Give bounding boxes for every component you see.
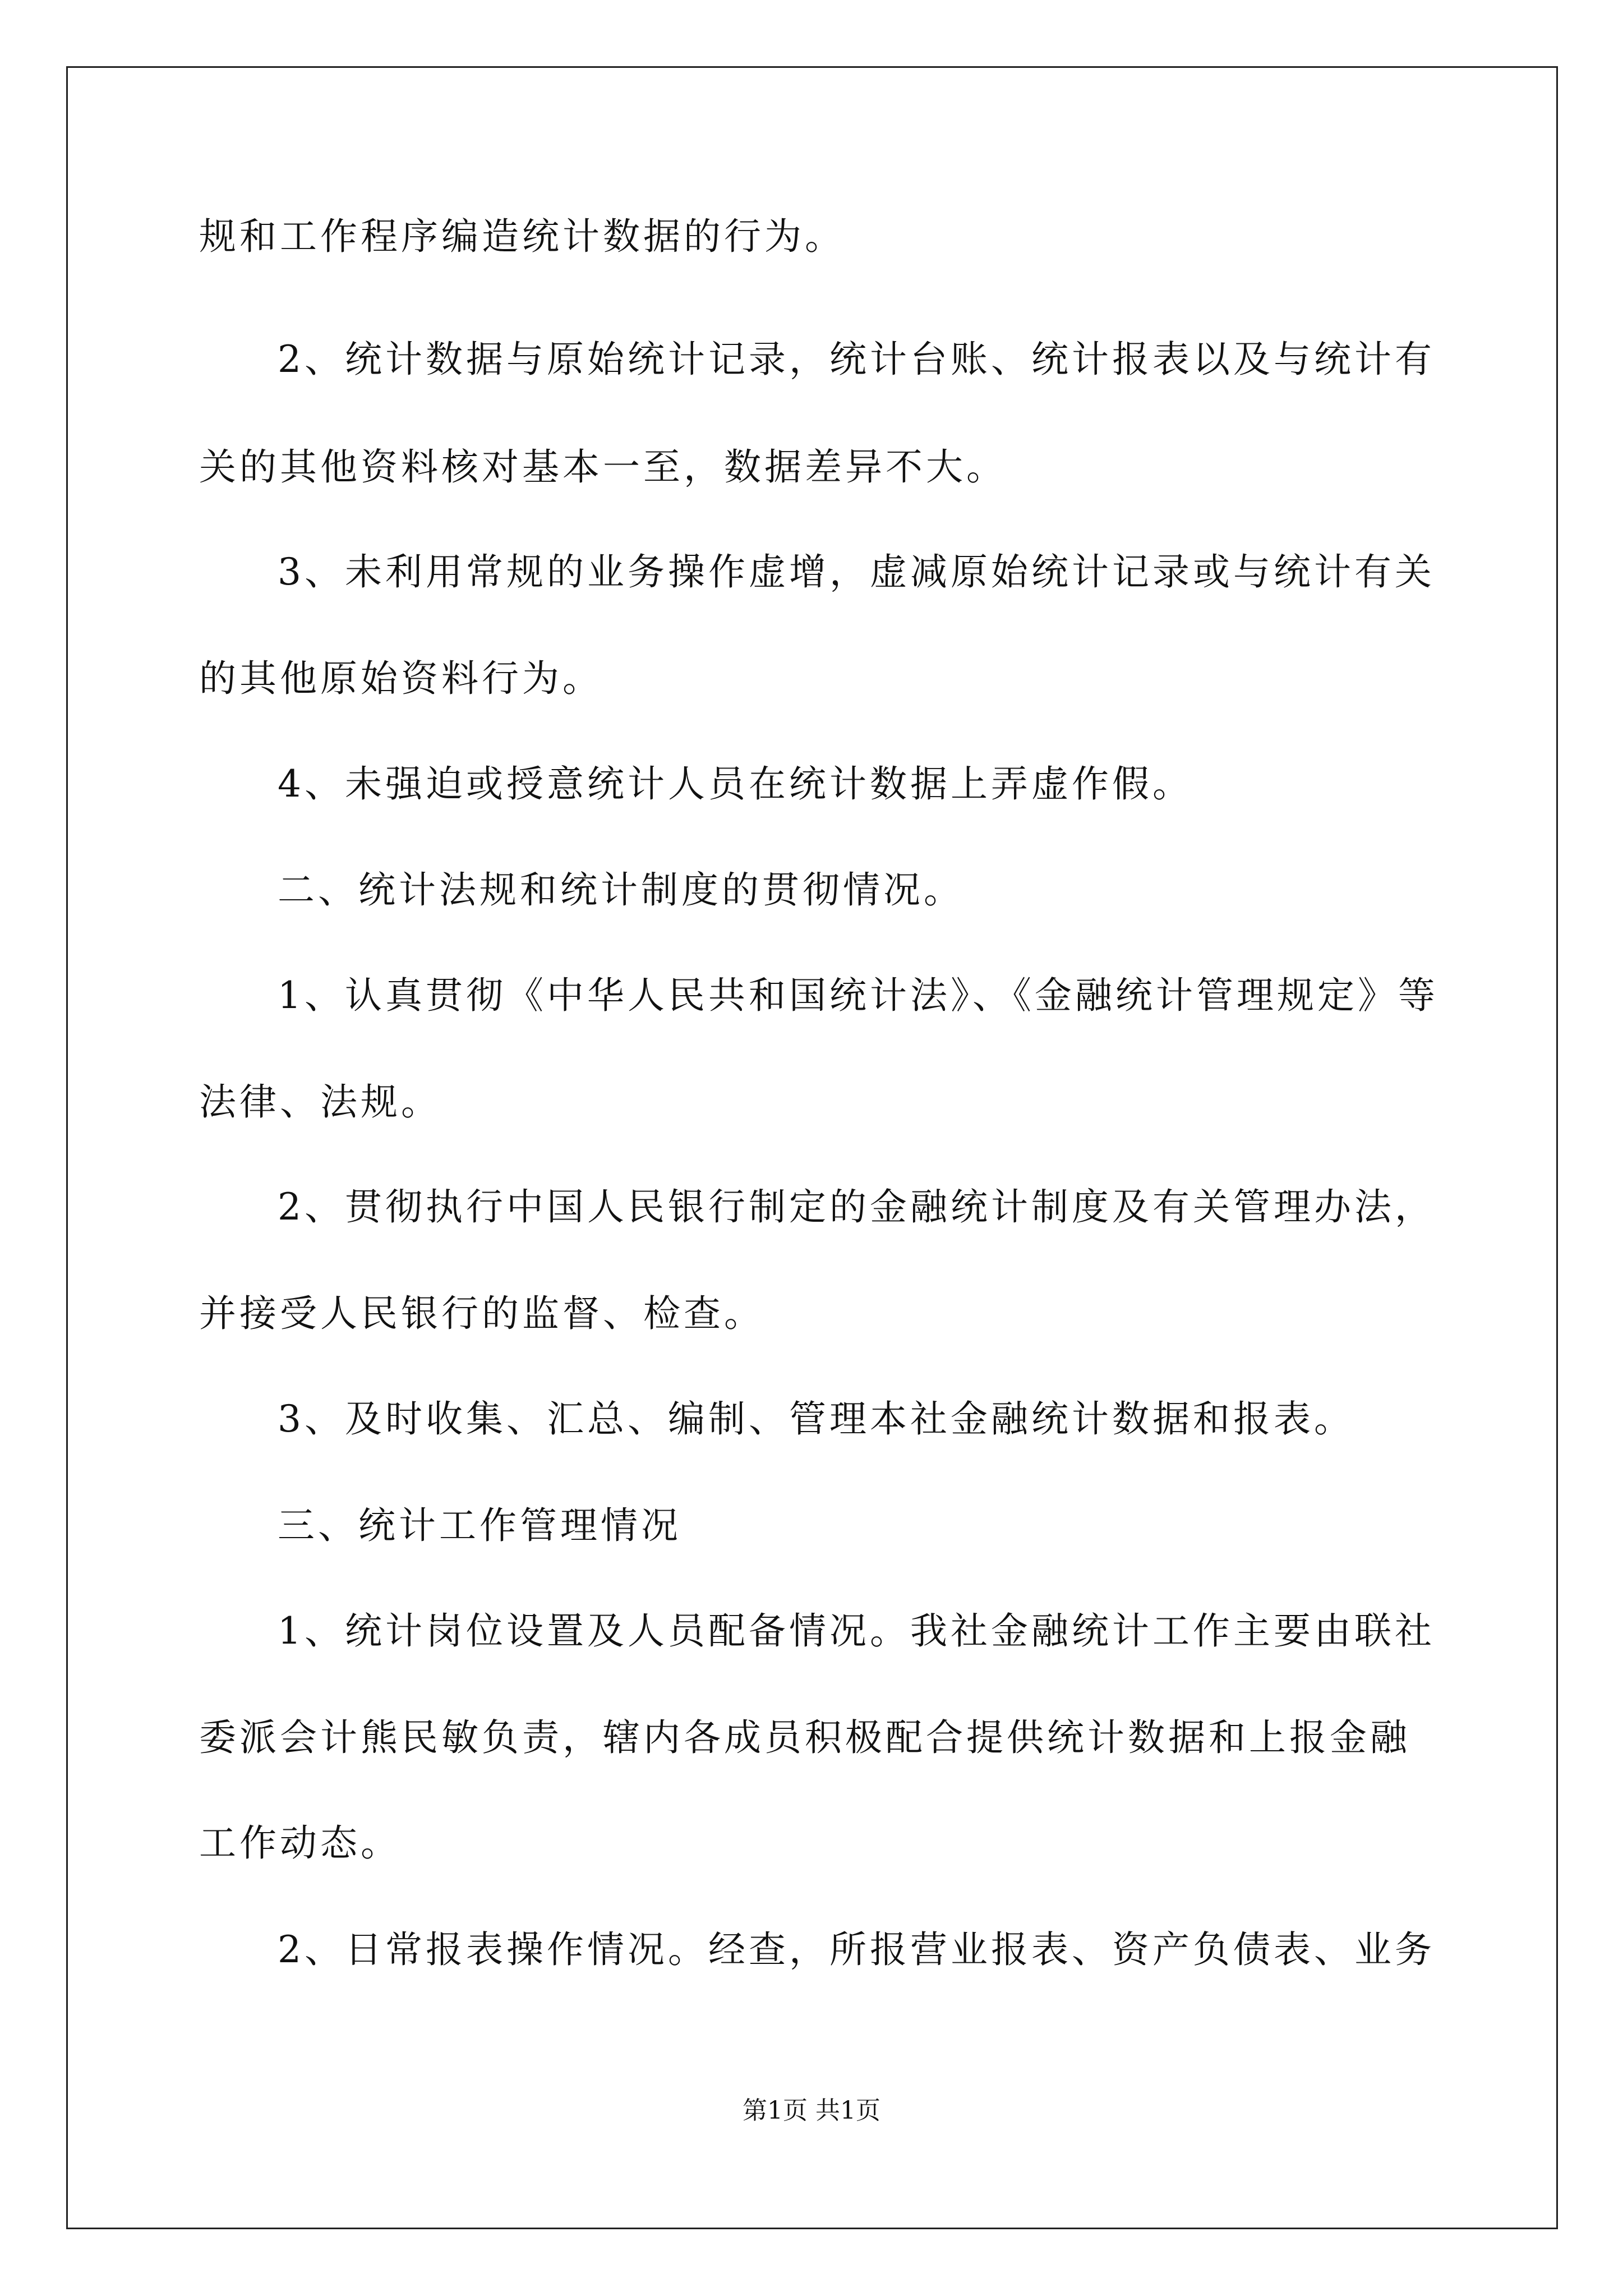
paragraph-line: 委派会计熊民敏负责，辖内各成员积极配合提供统计数据和上报金融 [199,1716,1410,1759]
paragraph-line: 3、未利用常规的业务操作虚增，虚减原始统计记录或与统计有关 [278,550,1435,593]
section-heading: 二、统计法规和统计制度的贯彻情况。 [278,868,964,912]
paragraph-line: 规和工作程序编造统计数据的行为。 [199,215,845,258]
paragraph-line: 2、贯彻执行中国人民银行制定的金融统计制度及有关管理办法， [278,1185,1435,1228]
page-number-footer: 第1页 共1页 [743,2096,880,2125]
paragraph-line: 并接受人民银行的监督、检查。 [199,1292,764,1335]
paragraph-line: 2、统计数据与原始统计记录，统计台账、统计报表以及与统计有 [278,338,1435,381]
paragraph-line: 4、未强迫或授意统计人员在统计数据上弄虚作假。 [278,762,1193,806]
paragraph-line: 的其他原始资料行为。 [199,657,603,700]
paragraph-line: 关的其他资料核对基本一至，数据差异不大。 [199,445,1007,489]
paragraph-line: 2、日常报表操作情况。经查，所报营业报表、资产负债表、业务 [278,1928,1435,1971]
section-heading: 三、统计工作管理情况 [278,1504,681,1547]
paragraph-line: 3、及时收集、汇总、编制、管理本社金融统计数据和报表。 [278,1397,1354,1441]
paragraph-line: 1、认真贯彻《中华人民共和国统计法》、《金融统计管理规定》等 [278,974,1438,1017]
page-border [66,66,1558,2229]
paragraph-line: 法律、法规。 [199,1080,441,1124]
paragraph-line: 1、统计岗位设置及人员配备情况。我社金融统计工作主要由联社 [278,1609,1435,1653]
paragraph-line: 工作动态。 [199,1821,401,1865]
